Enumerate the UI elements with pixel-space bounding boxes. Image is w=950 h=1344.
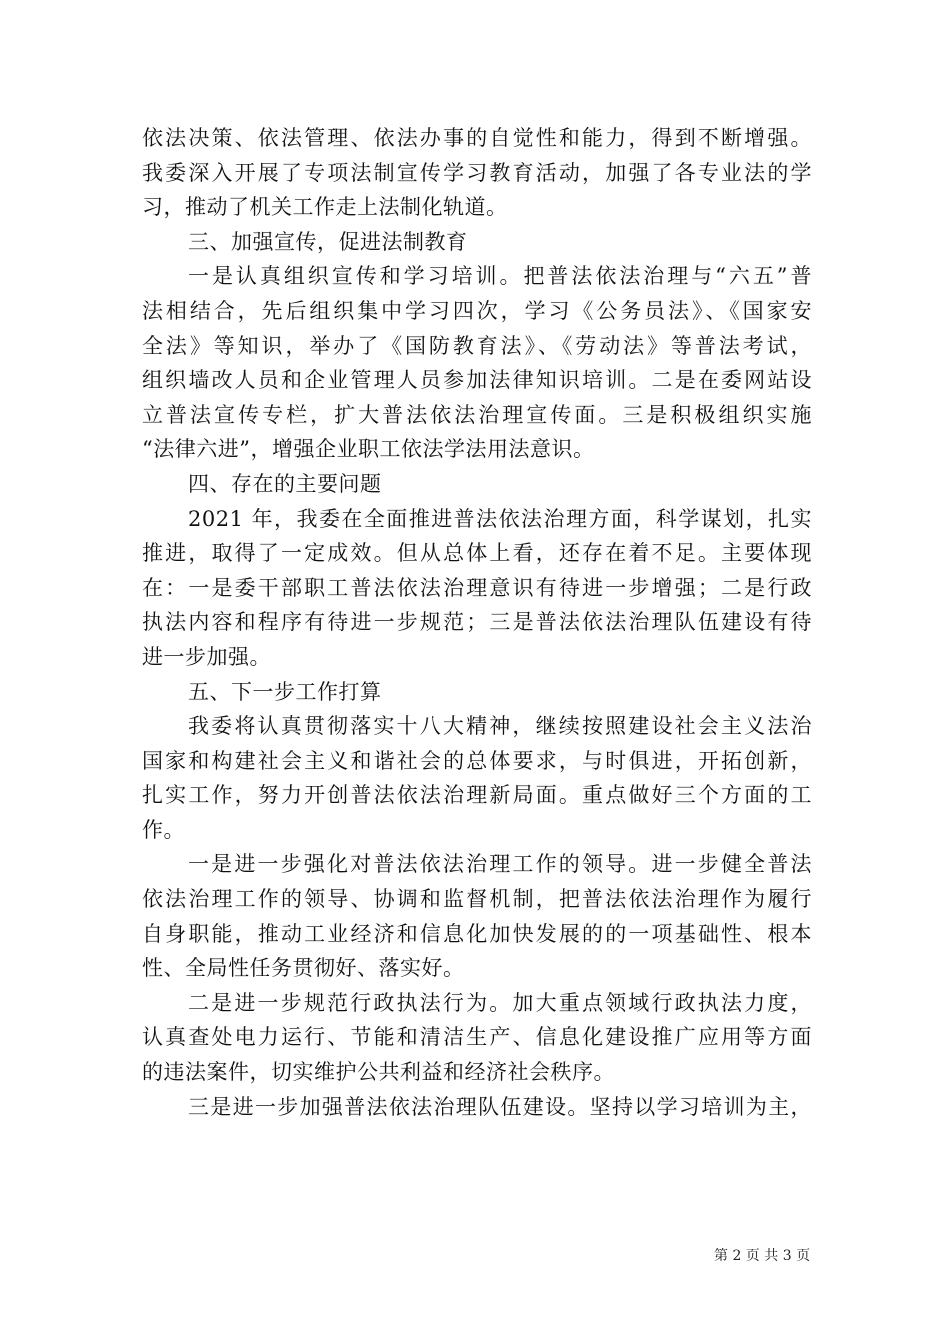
paragraph	[142, 121, 812, 225]
section-heading: 五、下一步工作打算	[188, 679, 382, 704]
text-line: 性、全局性任务贯彻好、落实好。	[142, 956, 465, 981]
text-line: 法相结合，先后组织集中学习四次，学习《公务员法》、《国家安	[142, 298, 812, 323]
text-line: 一是认真组织宣传和学习培训。把普法依法治理与“六五”普	[188, 264, 812, 289]
text-line: 依法决策、依法管理、依法办事的自觉性和能力，得到不断增强。	[142, 126, 812, 150]
text-line: 扎实工作，努力开创普法依法治理新局面。重点做好三个方面的工	[142, 783, 812, 808]
paragraph	[142, 502, 812, 675]
text-line: 习，推动了机关工作走上法制化轨道。	[142, 195, 508, 220]
text-line: 自身职能，推动工业经济和信息化加快发展的的一项基础性、根本	[142, 921, 812, 946]
text-line: 2021 年，我委在全面推进普法依法治理方面，科学谋划，扎实	[188, 506, 812, 531]
text-line: 作。	[142, 817, 185, 842]
text-line: 进一步加强。	[142, 644, 271, 669]
section-heading: 三、加强宣传，促进法制教育	[188, 229, 468, 254]
text-line: 一是进一步强化对普法依法治理工作的领导。进一步健全普法	[188, 852, 812, 877]
text-line: 在：一是委干部职工普法依法治理意识有待进一步增强；二是行政	[142, 575, 812, 600]
paragraph	[142, 709, 812, 847]
text-line: 立普法宣传专栏，扩大普法依法治理宣传面。三是积极组织实施	[142, 402, 812, 427]
text-line: “法律六进”，增强企业职工依法学法用法意识。	[142, 437, 595, 462]
text-line: 依法治理工作的领导、协调和监督机制，把普法依法治理作为履行	[142, 887, 812, 912]
document-body	[142, 121, 812, 1124]
paragraph	[142, 1090, 812, 1125]
text-line: 组织墙改人员和企业管理人员参加法律知识培训。二是在委网站设	[142, 368, 812, 393]
section-heading: 四、存在的主要问题	[188, 471, 382, 496]
page-number: 第 2 页 共 3 页	[714, 1248, 811, 1264]
text-line: 推进，取得了一定成效。但从总体上看，还存在着不足。主要体现	[142, 541, 812, 566]
paragraph	[142, 259, 812, 467]
text-line: 执法内容和程序有待进一步规范；三是普法依法治理队伍建设有待	[142, 610, 812, 635]
text-line: 国家和构建社会主义和谐社会的总体要求，与时俱进，开拓创新，	[142, 748, 812, 773]
text-line: 的违法案件，切实维护公共利益和经济社会秩序。	[142, 1060, 615, 1085]
text-line: 我委深入开展了专项法制宣传学习教育活动，加强了各专业法的学	[142, 160, 812, 185]
text-line: 认真查处电力运行、节能和清洁生产、信息化建设推广应用等方面	[142, 1025, 812, 1050]
text-line: 三是进一步加强普法依法治理队伍建设。坚持以学习培训为主，	[188, 1094, 812, 1119]
paragraph	[142, 847, 812, 985]
text-line: 我委将认真贯彻落实十八大精神，继续按照建设社会主义法治	[188, 714, 812, 739]
text-line: 全法》等知识，举办了《国防教育法》、《劳动法》等普法考试，	[142, 333, 812, 358]
paragraph	[142, 986, 812, 1090]
text-line: 二是进一步规范行政执法行为。加大重点领域行政执法力度，	[188, 990, 812, 1015]
